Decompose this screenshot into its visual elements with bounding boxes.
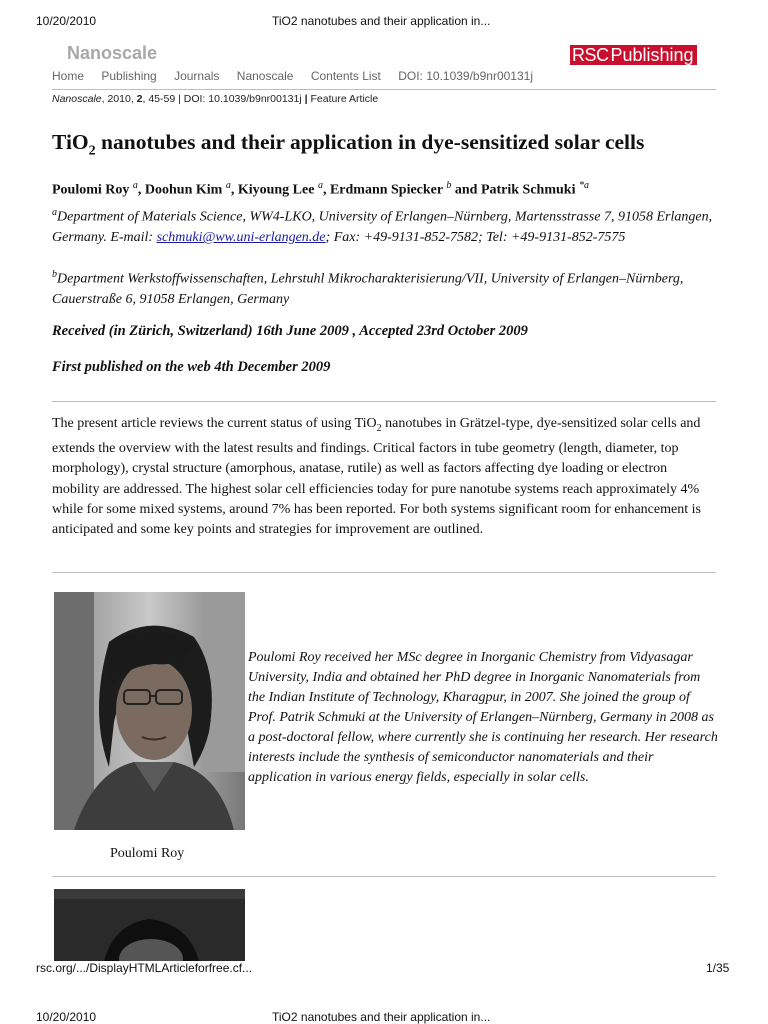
nav-contents-list[interactable]: Contents List [310, 69, 381, 83]
print-date: 10/20/2010 [36, 14, 97, 28]
journal-name[interactable]: Nanoscale [67, 43, 158, 63]
published-date: First published on the web 4th December 2009 [52, 359, 331, 375]
author-biography: Poulomi Roy received her MSc degree in Inorganic Chemistry from Vidyasagar University, India and obtained her PhD degree in Inorganic Nanomaterials from the Indian Institute of Technology, Kharagpur, in 2007. She joined the group of Prof. Patrik Schmuki at the University of Erlangen–Nürnberg, Germany in 2008 as a post-doctoral fellow, where currently she is continuing her research. Her research interests include the synthesis of semiconductor nanomaterials and their application in various energy fields, especially in solar cells. [248, 650, 718, 785]
citation-line [52, 93, 378, 105]
affiliation-a-contact: ; Fax: +49-9131-852-7582; Tel: +49-9131-852-7575 [325, 230, 626, 246]
received-dates: Received (in Zürich, Switzerland) 16th June 2009 , Accepted 23rd October 2009 [52, 323, 528, 339]
author-list [52, 180, 589, 199]
affiliation-a-marker: a [52, 207, 57, 218]
author-affiliation-marker: a [132, 180, 138, 191]
affiliation-b-text: Department Werkstoffwissenschaften, Lehrstuhl Mikrocharakterisierung/VII, University of Erlangen–Nürnberg, Cauerstraße 6, 91058 Erlangen, Germany [52, 271, 684, 308]
logo-rsc: RSC [572, 45, 609, 65]
nav-home[interactable]: Home [52, 69, 85, 83]
author-affiliation-marker: b [446, 180, 452, 191]
nav-journals[interactable]: Journals [174, 69, 220, 83]
author-name: Kiyoung Lee [237, 182, 315, 198]
affiliation-a-text: Department of Materials Science, WW4-LKO, University of Erlangen–Nürnberg, Martensstrasse 7, 91058 Erlangen, Germany. E-mail: [52, 209, 713, 246]
footer-url: rsc.org/.../DisplayHTMLArticleforfree.cf... [36, 961, 253, 975]
citation-year: , 2010, [101, 93, 137, 105]
affiliation-a [52, 203, 722, 249]
author-name: Erdmann Spiecker [329, 182, 443, 198]
rsc-publishing-logo[interactable] [570, 44, 697, 66]
author-separator: , [137, 182, 145, 198]
author-affiliation-marker: a [317, 180, 323, 191]
citation-journal: Nanoscale [52, 93, 102, 105]
footer-page-number: 1/35 [706, 961, 730, 975]
logo-publishing: Publishing [611, 45, 697, 65]
print-header [0, 14, 768, 30]
citation-pages: , 45-59 [142, 93, 176, 105]
photo-caption: Poulomi Roy [110, 846, 185, 861]
citation-volume: 2 [136, 93, 143, 105]
title-text-1: TiO [52, 130, 89, 154]
abstract-subscript: 2 [376, 422, 382, 434]
section-divider-3 [52, 876, 716, 877]
author-separator: and [451, 182, 481, 198]
author-separator: , [230, 182, 238, 198]
author-photo-doohun-kim [54, 889, 245, 961]
citation-doi: | DOI: 10.1039/b9nr00131j [178, 93, 302, 105]
section-divider-1 [52, 401, 716, 402]
citation-separator: | [304, 93, 308, 105]
nav-divider [52, 89, 716, 90]
next-page-date: 10/20/2010 [36, 1010, 97, 1024]
print-title: TiO2 nanotubes and their application in... [272, 14, 491, 28]
author-affiliation-marker: *a [578, 180, 589, 191]
affiliation-b-marker: b [52, 269, 57, 280]
next-page-header [0, 1010, 768, 1024]
author-photo-poulomi-roy [54, 592, 245, 830]
nav-nanoscale[interactable]: Nanoscale [236, 69, 294, 83]
abstract [52, 414, 717, 541]
top-navigation [52, 69, 547, 83]
nav-publishing[interactable]: Publishing [101, 69, 157, 83]
title-text-2: nanotubes and their application in dye-sensitized solar cells [95, 130, 645, 154]
author-name: Poulomi Roy [52, 182, 130, 198]
author-affiliation-marker: a [225, 180, 231, 191]
author-name: Doohun Kim [144, 182, 223, 198]
affiliation-b [52, 265, 722, 311]
abstract-text-2: nanotubes in Grätzel-type, dye-sensitized solar cells and extends the overview with the latest results and findings. Critical factors in tube geometry (length, diameter, top morphology), crystal structure (amorphous, anatase, rutile) as well as factors affecting dye loading or electron mobility are addressed. The highest solar cell efficiencies today for pure nanotube systems reach approximately 4% while for some mixed systems, around 7% has been reported. For both systems significant room for enhancement is anticipated and some key points and strategies for improvement are outlined. [52, 416, 701, 538]
nav-doi[interactable]: DOI: 10.1039/b9nr00131j [398, 69, 533, 83]
citation-type: Feature Article [310, 93, 379, 105]
next-page-title: TiO2 nanotubes and their application in... [272, 1010, 491, 1024]
section-divider-2 [52, 572, 716, 573]
title-subscript: 2 [88, 143, 96, 159]
author-separator: , [322, 182, 330, 198]
email-link[interactable]: schmuki@ww.uni-erlangen.de [156, 230, 326, 246]
abstract-text-1: The present article reviews the current status of using TiO [52, 416, 377, 431]
article-title [52, 130, 644, 159]
author-name: Patrik Schmuki [480, 182, 576, 198]
